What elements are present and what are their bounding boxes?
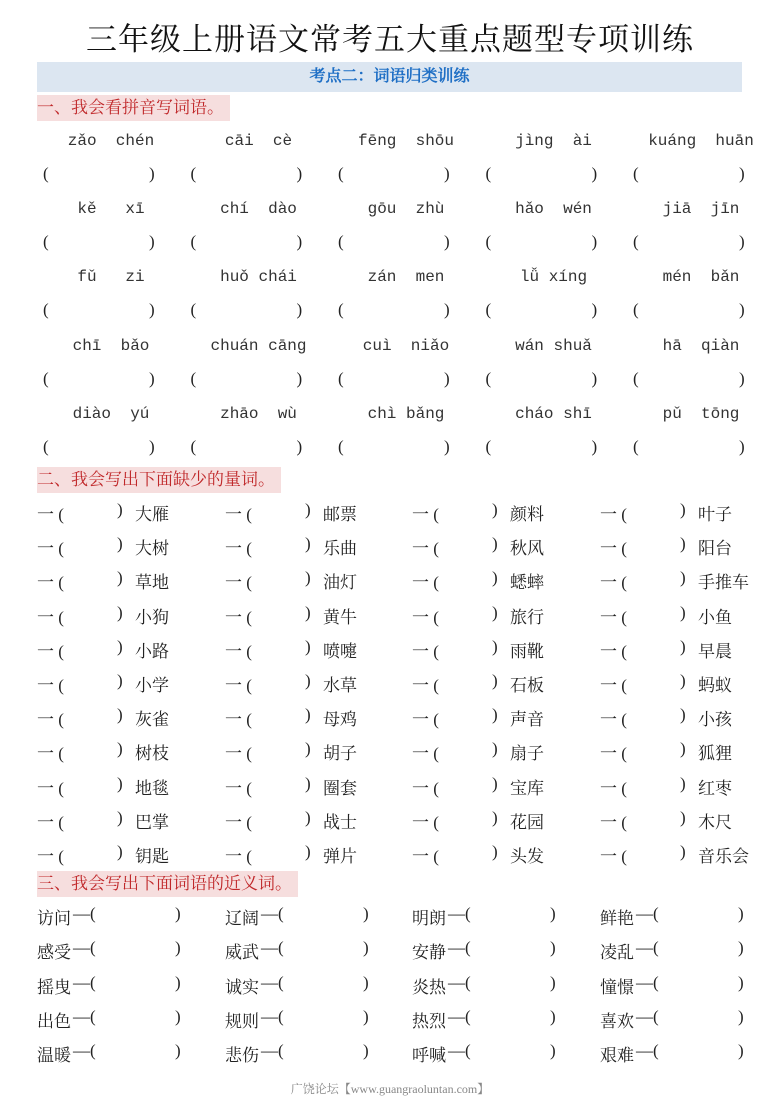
blank-close-paren: ) [117, 636, 123, 656]
noun-label: 扇子 [510, 744, 544, 764]
measure-word-blank[interactable]: 一 ( [37, 505, 64, 524]
pinyin-label: gōu zhù [367, 200, 445, 219]
word-label: 鲜艳 [600, 909, 634, 928]
measure-word-blank[interactable]: 一 ( [225, 641, 252, 661]
measure-word-blank[interactable]: 一 ( [600, 812, 627, 832]
blank-close-paren: ) [492, 705, 498, 725]
synonym-blank[interactable]: —( [73, 1006, 96, 1026]
answer-blank-open[interactable]: ( [633, 164, 639, 183]
noun-label: 母鸡 [323, 710, 357, 730]
pinyin-label: jiā jīn [662, 200, 740, 219]
blank-close-paren: ) [175, 904, 181, 923]
blank-close-paren: ) [680, 636, 686, 656]
synonym-blank[interactable]: —( [261, 938, 284, 958]
measure-word-blank[interactable]: 一 ( [412, 744, 439, 764]
measure-word-blank[interactable]: 一 ( [412, 676, 439, 695]
blank-close-paren: ) [175, 972, 181, 992]
answer-blank-open[interactable]: ( [485, 300, 492, 320]
noun-label: 手推车 [698, 573, 749, 593]
measure-word-blank[interactable]: 一 ( [37, 573, 64, 593]
measure-word-blank[interactable]: 一 ( [37, 778, 64, 798]
noun-label: 旅行 [510, 607, 544, 627]
answer-blank-open[interactable]: ( [43, 368, 49, 388]
synonym-blank[interactable]: —( [448, 972, 471, 992]
blank-close-paren: ) [680, 534, 686, 554]
blank-close-paren: ) [680, 671, 686, 690]
measure-word-blank[interactable]: 一 ( [37, 676, 64, 695]
noun-label: 狐狸 [698, 744, 732, 764]
blank-close-paren: ) [738, 1041, 744, 1061]
answer-blank-open[interactable]: ( [633, 436, 639, 456]
noun-label: 战士 [323, 812, 357, 832]
synonym-blank[interactable]: —( [636, 1041, 659, 1061]
blank-close-paren: ) [550, 1006, 556, 1026]
synonym-blank[interactable]: —( [73, 904, 96, 923]
measure-word-blank[interactable]: 一 ( [600, 847, 627, 866]
section1-heading: 一、我会看拼音写词语。 [37, 95, 230, 121]
blank-close-paren: ) [680, 705, 686, 725]
blank-close-paren: ) [492, 534, 498, 554]
pinyin-label: cāi cè [224, 132, 293, 150]
noun-label: 地毯 [135, 778, 169, 798]
noun-label: 油灯 [323, 573, 357, 593]
noun-label: 秋风 [510, 539, 544, 559]
blank-close-paren: ) [305, 602, 311, 622]
pinyin-label: wán shuǎ [515, 336, 592, 355]
word-label: 访问 [37, 909, 71, 928]
answer-blank-close[interactable]: ) [739, 232, 745, 252]
answer-blank-open[interactable]: ( [190, 300, 197, 320]
answer-blank-open[interactable]: ( [43, 164, 49, 183]
blank-close-paren: ) [175, 938, 181, 958]
pinyin-label: huǒ chái [220, 268, 297, 287]
measure-word-blank[interactable]: 一 ( [225, 744, 252, 764]
answer-blank-open[interactable]: ( [485, 232, 492, 252]
word-label: 艰难 [600, 1046, 634, 1066]
word-label: 摇曳 [37, 977, 71, 997]
blank-close-paren: ) [680, 602, 686, 622]
synonym-blank[interactable]: —( [448, 1041, 471, 1061]
noun-label: 小鱼 [698, 607, 732, 627]
measure-word-blank[interactable]: 一 ( [600, 778, 627, 798]
noun-label: 灰雀 [135, 710, 169, 730]
answer-blank-close[interactable]: ) [739, 300, 745, 320]
pinyin-label: lǚ xíng [519, 268, 588, 287]
blank-close-paren: ) [738, 938, 744, 958]
blank-close-paren: ) [363, 1041, 369, 1061]
measure-word-blank[interactable]: 一 ( [37, 607, 64, 627]
blank-close-paren: ) [117, 807, 123, 827]
blank-close-paren: ) [117, 500, 123, 519]
measure-word-blank[interactable]: 一 ( [412, 641, 439, 661]
blank-close-paren: ) [492, 602, 498, 622]
blank-close-paren: ) [680, 773, 686, 793]
blank-close-paren: ) [550, 972, 556, 992]
section3-heading: 三、我会写出下面词语的近义词。 [37, 871, 298, 897]
measure-word-blank[interactable]: 一 ( [412, 539, 439, 559]
answer-blank-open[interactable]: ( [338, 436, 344, 456]
blank-close-paren: ) [305, 636, 311, 656]
noun-label: 声音 [510, 710, 544, 730]
pinyin-label: zán men [367, 268, 445, 287]
measure-word-blank[interactable]: 一 ( [600, 539, 627, 559]
answer-blank-open[interactable]: ( [338, 368, 344, 388]
measure-word-blank[interactable]: 一 ( [412, 710, 439, 730]
noun-label: 弹片 [323, 847, 357, 866]
answer-blank-close[interactable]: ) [296, 164, 303, 183]
answer-blank-close[interactable]: ) [591, 232, 598, 252]
answer-blank-close[interactable]: ) [591, 368, 598, 388]
synonym-blank[interactable]: —( [261, 972, 284, 992]
answer-blank-close[interactable]: ) [591, 164, 598, 183]
blank-close-paren: ) [550, 1041, 556, 1061]
measure-word-blank[interactable]: 一 ( [600, 505, 627, 524]
answer-blank-open[interactable]: ( [485, 436, 492, 456]
noun-label: 宝库 [510, 778, 544, 798]
blank-close-paren: ) [550, 938, 556, 958]
word-label: 感受 [37, 943, 71, 963]
answer-blank-close[interactable]: ) [149, 436, 155, 456]
noun-label: 叶子 [698, 505, 732, 524]
blank-close-paren: ) [305, 773, 311, 793]
synonym-blank[interactable]: —( [73, 972, 96, 992]
pinyin-label: hǎo wén [515, 200, 592, 219]
synonym-blank[interactable]: —( [636, 972, 659, 992]
answer-blank-close[interactable]: ) [149, 232, 155, 252]
answer-blank-close[interactable]: ) [149, 368, 155, 388]
pinyin-label: chuán cāng [210, 336, 307, 355]
measure-word-blank[interactable]: 一 ( [412, 505, 439, 524]
topic-banner: 考点二：词语归类训练 [37, 62, 742, 92]
pinyin-label: jìng ài [515, 132, 592, 150]
noun-label: 音乐会 [698, 847, 749, 866]
blank-close-paren: ) [363, 938, 369, 958]
synonym-blank[interactable]: —( [636, 938, 659, 958]
blank-close-paren: ) [680, 568, 686, 588]
word-label: 出色 [37, 1011, 71, 1031]
answer-blank-close[interactable]: ) [149, 164, 155, 183]
noun-label: 邮票 [323, 505, 357, 524]
word-label: 明朗 [412, 909, 446, 928]
noun-label: 大树 [135, 539, 169, 559]
answer-blank-close[interactable]: ) [739, 436, 745, 456]
synonym-blank[interactable]: —( [73, 1041, 96, 1061]
noun-label: 木尺 [698, 812, 732, 832]
blank-close-paren: ) [305, 807, 311, 827]
word-label: 炎热 [412, 977, 446, 997]
measure-word-blank[interactable]: 一 ( [412, 778, 439, 798]
noun-label: 红枣 [698, 778, 732, 798]
measure-word-blank[interactable]: 一 ( [600, 641, 627, 661]
pinyin-label: pǔ tōng [662, 404, 740, 423]
blank-close-paren: ) [305, 671, 311, 690]
answer-blank-close[interactable]: ) [149, 300, 155, 320]
blank-close-paren: ) [305, 568, 311, 588]
blank-close-paren: ) [680, 739, 686, 759]
pinyin-label: fǔ zi [77, 268, 145, 287]
answer-blank-open[interactable]: ( [485, 368, 492, 388]
answer-blank-open[interactable]: ( [633, 300, 639, 320]
answer-blank-close[interactable]: ) [444, 368, 450, 388]
noun-label: 喷嚏 [323, 641, 357, 661]
blank-close-paren: ) [738, 904, 744, 923]
measure-word-blank[interactable]: 一 ( [225, 812, 252, 832]
blank-close-paren: ) [492, 739, 498, 759]
noun-label: 早晨 [698, 641, 732, 661]
pinyin-label: zǎo chén [67, 132, 155, 150]
blank-close-paren: ) [363, 972, 369, 992]
answer-blank-close[interactable]: ) [444, 164, 450, 183]
answer-blank-open[interactable]: ( [485, 164, 492, 183]
blank-close-paren: ) [117, 739, 123, 759]
noun-label: 钥匙 [135, 847, 169, 866]
synonym-blank[interactable]: —( [261, 1041, 284, 1061]
word-label: 安静 [412, 943, 446, 963]
noun-label: 颜料 [510, 505, 544, 524]
measure-word-blank[interactable]: 一 ( [412, 607, 439, 627]
answer-blank-open[interactable]: ( [190, 232, 197, 252]
word-label: 热烈 [412, 1011, 446, 1031]
noun-label: 水草 [323, 676, 357, 695]
pinyin-label: chī bǎo [72, 336, 150, 355]
measure-word-blank[interactable]: 一 ( [37, 710, 64, 730]
measure-word-blank[interactable]: 一 ( [225, 539, 252, 559]
measure-word-blank[interactable]: 一 ( [37, 812, 64, 832]
measure-word-blank[interactable]: 一 ( [600, 573, 627, 593]
answer-blank-close[interactable]: ) [296, 300, 303, 320]
blank-close-paren: ) [363, 904, 369, 923]
pinyin-label: kě xī [77, 200, 145, 219]
measure-word-blank[interactable]: 一 ( [225, 778, 252, 798]
answer-blank-open[interactable]: ( [43, 300, 49, 320]
blank-close-paren: ) [492, 773, 498, 793]
footer-watermark: 广饶论坛【www.guangraoluntan.com】 [290, 1082, 490, 1096]
answer-blank-open[interactable]: ( [43, 436, 49, 456]
answer-blank-open[interactable]: ( [338, 300, 344, 320]
pinyin-label: hā qiàn [662, 336, 740, 355]
answer-blank-open[interactable]: ( [338, 232, 344, 252]
noun-label: 石板 [510, 676, 544, 695]
noun-label: 大雁 [135, 505, 169, 524]
measure-word-blank[interactable]: 一 ( [600, 744, 627, 764]
measure-word-blank[interactable]: 一 ( [225, 847, 252, 866]
pinyin-label: chí dào [220, 200, 297, 219]
pinyin-label: kuáng huān [648, 132, 754, 150]
blank-close-paren: ) [175, 1006, 181, 1026]
word-label: 呼喊 [412, 1046, 446, 1066]
synonym-blank[interactable]: —( [636, 904, 659, 923]
noun-label: 小路 [135, 641, 169, 661]
measure-word-blank[interactable]: 一 ( [225, 573, 252, 593]
pinyin-label: fēng shōu [357, 132, 454, 150]
synonym-blank[interactable]: —( [448, 904, 471, 923]
synonym-blank[interactable]: —( [448, 938, 471, 958]
synonym-blank[interactable]: —( [73, 938, 96, 958]
answer-blank-close[interactable]: ) [739, 164, 745, 183]
blank-close-paren: ) [117, 671, 123, 690]
blank-close-paren: ) [363, 1006, 369, 1026]
noun-label: 小孩 [698, 710, 732, 730]
answer-blank-close[interactable]: ) [591, 436, 598, 456]
blank-close-paren: ) [680, 842, 686, 861]
answer-blank-open[interactable]: ( [190, 436, 197, 456]
synonym-blank[interactable]: —( [448, 1006, 471, 1026]
blank-close-paren: ) [305, 842, 311, 861]
measure-word-blank[interactable]: 一 ( [37, 539, 64, 559]
blank-close-paren: ) [492, 500, 498, 519]
answer-blank-close[interactable]: ) [444, 436, 450, 456]
blank-close-paren: ) [175, 1041, 181, 1061]
pinyin-label: chì bǎng [367, 404, 445, 423]
word-label: 憧憬 [600, 977, 634, 997]
answer-blank-close[interactable]: ) [591, 300, 598, 320]
word-label: 悲伤 [225, 1046, 259, 1066]
answer-blank-open[interactable]: ( [190, 164, 197, 183]
answer-blank-close[interactable]: ) [296, 436, 303, 456]
synonym-blank[interactable]: —( [261, 1006, 284, 1026]
blank-close-paren: ) [117, 773, 123, 793]
noun-label: 蟋蟀 [510, 573, 544, 593]
pinyin-label: mén bǎn [662, 268, 740, 287]
blank-close-paren: ) [680, 500, 686, 519]
word-label: 凌乱 [600, 943, 634, 963]
word-label: 温暖 [37, 1046, 71, 1066]
blank-close-paren: ) [492, 842, 498, 861]
word-label: 规则 [225, 1011, 259, 1031]
blank-close-paren: ) [117, 534, 123, 554]
measure-word-blank[interactable]: 一 ( [225, 607, 252, 627]
pinyin-label: diào yú [72, 404, 150, 423]
word-label: 喜欢 [600, 1011, 634, 1031]
measure-word-blank[interactable]: 一 ( [37, 847, 64, 866]
answer-blank-open[interactable]: ( [633, 232, 639, 252]
measure-word-blank[interactable]: 一 ( [225, 710, 252, 730]
section2-heading: 二、我会写出下面缺少的量词。 [37, 467, 281, 493]
measure-word-blank[interactable]: 一 ( [37, 744, 64, 764]
noun-label: 巴掌 [135, 812, 169, 832]
measure-word-blank[interactable]: 一 ( [600, 607, 627, 627]
noun-label: 胡子 [323, 744, 357, 764]
answer-blank-close[interactable]: ) [296, 368, 303, 388]
noun-label: 树枝 [135, 744, 169, 764]
blank-close-paren: ) [492, 671, 498, 690]
noun-label: 小狗 [135, 607, 169, 627]
noun-label: 乐曲 [323, 539, 357, 559]
noun-label: 草地 [135, 573, 169, 593]
blank-close-paren: ) [305, 705, 311, 725]
noun-label: 雨靴 [510, 641, 544, 661]
measure-word-blank[interactable]: 一 ( [412, 847, 439, 866]
synonym-blank[interactable]: —( [636, 1006, 659, 1026]
measure-word-blank[interactable]: 一 ( [37, 641, 64, 661]
page-title: 三年级上册语文常考五大重点题型专项训练 [86, 22, 694, 57]
answer-blank-close[interactable]: ) [739, 368, 745, 388]
blank-close-paren: ) [305, 500, 311, 519]
word-label: 辽阔 [225, 909, 259, 928]
noun-label: 头发 [510, 847, 544, 866]
measure-word-blank[interactable]: 一 ( [225, 676, 252, 695]
answer-blank-close[interactable]: ) [444, 232, 450, 252]
blank-close-paren: ) [738, 1006, 744, 1026]
blank-close-paren: ) [550, 904, 556, 923]
blank-close-paren: ) [305, 739, 311, 759]
noun-label: 花园 [510, 812, 544, 832]
measure-word-blank[interactable]: 一 ( [412, 812, 439, 832]
blank-close-paren: ) [680, 807, 686, 827]
measure-word-blank[interactable]: 一 ( [412, 573, 439, 593]
answer-blank-open[interactable]: ( [338, 164, 344, 183]
blank-close-paren: ) [117, 602, 123, 622]
answer-blank-open[interactable]: ( [190, 368, 197, 388]
blank-close-paren: ) [117, 705, 123, 725]
measure-word-blank[interactable]: 一 ( [225, 505, 252, 524]
measure-word-blank[interactable]: 一 ( [600, 676, 627, 695]
blank-close-paren: ) [492, 568, 498, 588]
blank-close-paren: ) [492, 807, 498, 827]
measure-word-blank[interactable]: 一 ( [600, 710, 627, 730]
noun-label: 蚂蚁 [698, 676, 732, 695]
blank-close-paren: ) [117, 568, 123, 588]
answer-blank-open[interactable]: ( [43, 232, 49, 252]
blank-close-paren: ) [305, 534, 311, 554]
answer-blank-close[interactable]: ) [444, 300, 450, 320]
answer-blank-open[interactable]: ( [633, 368, 639, 388]
noun-label: 阳台 [698, 539, 732, 559]
word-label: 威武 [225, 943, 259, 963]
word-label: 诚实 [225, 977, 259, 997]
synonym-blank[interactable]: —( [261, 904, 284, 923]
pinyin-label: zhāo wù [220, 404, 297, 423]
noun-label: 小学 [135, 676, 169, 695]
blank-close-paren: ) [492, 636, 498, 656]
noun-label: 圈套 [323, 778, 357, 798]
pinyin-label: cháo shī [515, 404, 592, 423]
blank-close-paren: ) [738, 972, 744, 992]
blank-close-paren: ) [117, 842, 123, 861]
pinyin-label: cuì niǎo [362, 336, 450, 355]
noun-label: 黄牛 [323, 607, 357, 627]
answer-blank-close[interactable]: ) [296, 232, 303, 252]
